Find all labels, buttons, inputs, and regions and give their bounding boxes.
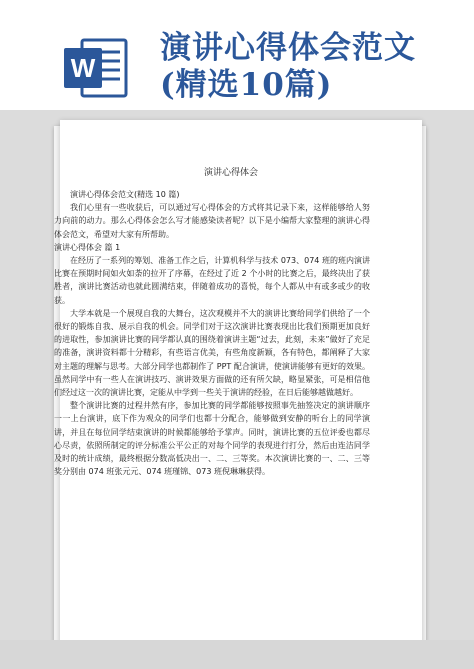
footer-watermark-band (0, 640, 474, 669)
banner-title: 演讲心得体会范文(精选10篇) (160, 30, 416, 103)
body-paragraph: 大学本就是一个展现自我的大舞台，这次观模并不大的演讲比赛给同学们供给了一个很好的锻炼自我、展示自我的机会。同学们对于这次演讲比赛表现出比我们预期更加良好的进取性，参加演讲比赛的同学都认真的围绕着演讲主题“过去，此刻，未来”做好了充足的准备，演讲资料都十分精彩，有些语言优美，有些角度新颖，各有特色，都阐释了大家对主题的理解与思考。大部分同学也都制作了 PPT 配合演讲，使演讲能够有更好的效果。虽然同学中有一些人在演讲技巧、演讲效果方面做的还有所欠缺，略显紧张，可是相信他们经过这一次的演讲比赛，定能从中学到一些关于演讲的经验，在日后能够越做越好。 (54, 308, 370, 398)
body-paragraph: 整个演讲比赛的过程井然有序，参加比赛的同学都能够按照事先抽签决定的演讲顺序一一上台演讲，底下作为观众的同学们也都十分配合，能够做到安静的听台上的同学演讲，并且在每位同学结束演讲的时候都能够给予掌声。同时，演讲比赛的五位评委也都尽心尽责，依照所制定的评分标准公平公正的对每个同学的表现进行打分，然后由连洁同学及时的统计成绩，最终根据分数高低决出一、二、三等奖。本次演讲比赛的一、二、三等奖分别由 074 班张元元、074 班瑾锦、073 班倪琳琳获得。 (54, 401, 370, 477)
header-banner (0, 0, 474, 110)
document-title: 演讲心得体会 (203, 168, 258, 178)
word-document-icon (62, 34, 130, 102)
body-paragraph: 在经历了一系列的筹划、准备工作之后，计算机科学与技术 073、074 班的班内演讲比赛在预期时间如火如荼的拉开了序幕，在经过了近 2 个小时的比赛之后，最终决出了获胜者，演讲比赛活动也就此圆满结束，伴随着成功的喜悦，每个人都从中有或多或少的收获。 (54, 256, 370, 305)
document-body (54, 188, 370, 478)
section-heading: 演讲心得体会 篇 1 (54, 242, 121, 252)
svg-text:W: W (70, 53, 96, 83)
intro-paragraph: 我们心里有一些收获后，可以通过写心得体会的方式将其记录下来，这样能够给人努力向前的动力。那么心得体会怎么写才能感染读者呢？以下是小编帮大家整理的演讲心得体会范文，希望对大家有所帮助。 (54, 203, 370, 239)
document-subtitle: 演讲心得体会范文(精选 10 篇) (70, 190, 180, 199)
